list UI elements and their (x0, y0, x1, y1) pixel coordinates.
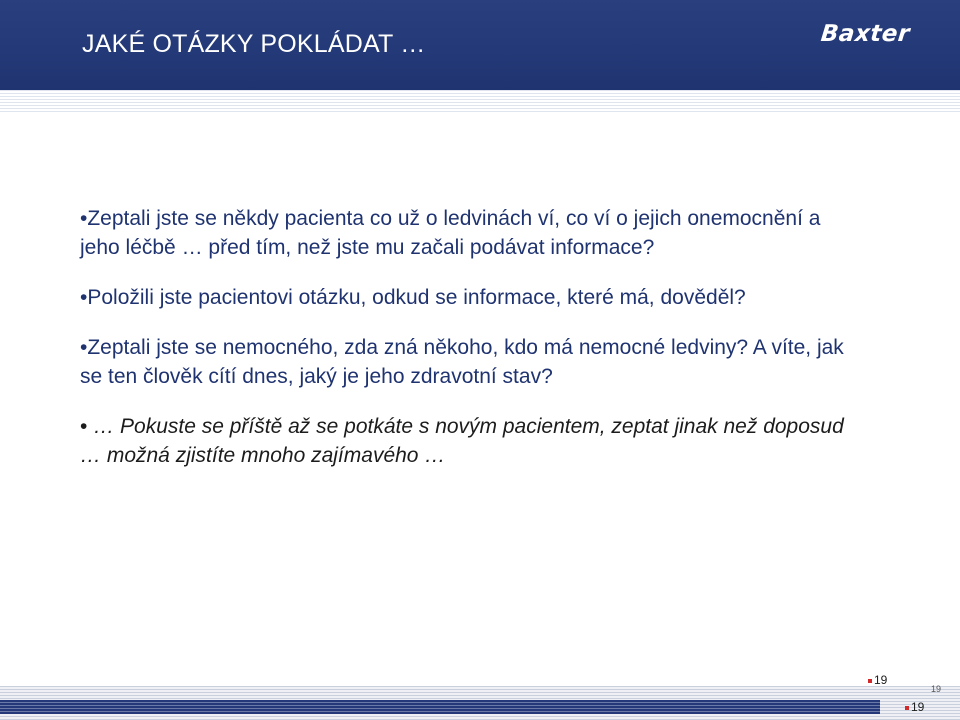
header-divider-stripes (0, 90, 960, 112)
page-number-small: 19 (931, 684, 942, 694)
page-number-footer: 19 (905, 700, 924, 714)
bullet-item (80, 333, 860, 391)
baxter-logo: Baxter (819, 21, 912, 47)
bullet-item (80, 204, 860, 262)
bullet-text: … Pokuste se příště až se potkáte s novým pacientem, zeptat jinak než doposud … možná zjistíte mnoho zajímavého … (80, 415, 844, 467)
bullet-marker: • (80, 286, 88, 309)
bullet-text: Zeptali jste se nemocného, zda zná někoho, kdo má nemocné ledviny? A víte, jak se ten člověk cítí dnes, jaký je jeho zdravotní stav? (80, 336, 844, 388)
bullet-list (80, 204, 860, 491)
slide-title: JAKÉ OTÁZKY POKLÁDAT … (82, 30, 426, 58)
bullet-marker: • (80, 207, 88, 230)
bullet-text: Zeptali jste se někdy pacienta co už o ledvinách ví, co ví o jejich onemocnění a jeho léčbě … před tím, než jste mu začali podávat informace? (80, 207, 821, 259)
page-marker-icon (868, 679, 872, 683)
bullet-item (80, 283, 860, 312)
page-marker-icon (905, 706, 909, 710)
bullet-text: Položili jste pacientovi otázku, odkud se informace, které má, dověděl? (87, 286, 746, 309)
bullet-marker: • (80, 415, 88, 438)
page-number: 19 (868, 673, 887, 687)
bullet-marker: • (80, 336, 88, 359)
header-bar (0, 0, 960, 90)
footer-band (0, 700, 880, 714)
bullet-item-closing (80, 412, 860, 470)
